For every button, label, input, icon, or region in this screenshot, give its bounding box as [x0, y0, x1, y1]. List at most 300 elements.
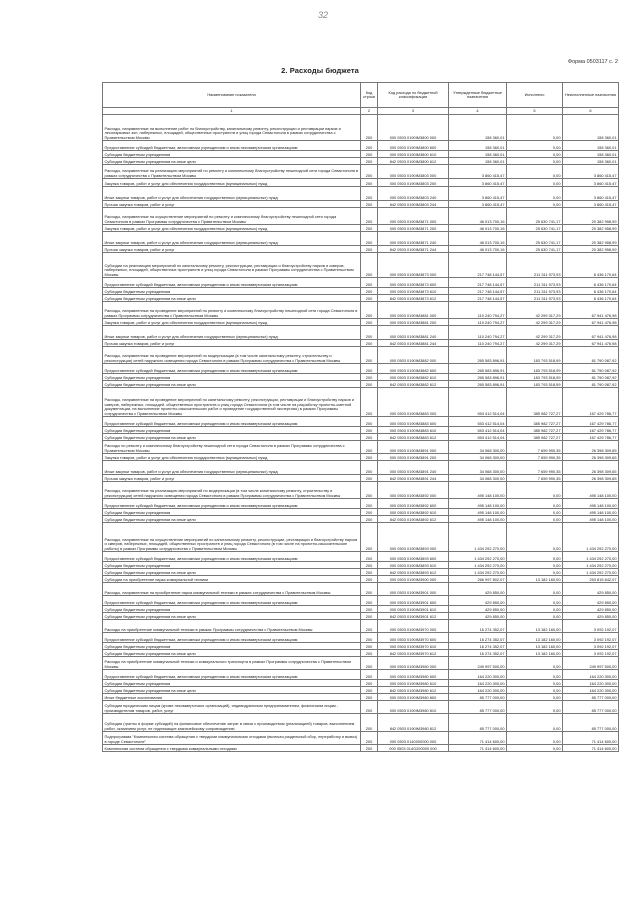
- row-budget-code: 000 0503 0190IM3803 000: [378, 165, 449, 179]
- row-executed-amount: 0,00: [507, 187, 563, 201]
- row-unexecuted-amount: 164 220 300,00: [563, 680, 619, 687]
- table-row: [103, 441, 619, 454]
- row-approved-amount: 158 360,01: [449, 158, 507, 165]
- table-row: [103, 201, 619, 208]
- row-line-code: 200: [361, 151, 378, 158]
- row-unexecuted-amount: 85 777 000,00: [563, 714, 619, 732]
- row-unexecuted-amount: 3 860 415,47: [563, 179, 619, 187]
- row-budget-code: 842 0503 0190IM3803 244: [378, 201, 449, 208]
- row-executed-amount: 0,00: [507, 701, 563, 714]
- row-unexecuted-amount: 167 429 786,77: [563, 434, 619, 441]
- table-row: [103, 714, 619, 732]
- row-executed-amount: 0,00: [507, 613, 563, 620]
- row-name: Закупка товаров, работ и услуг для обеспечения государственных (муниципальных) нужд: [103, 454, 361, 461]
- row-executed-amount: 183 793 518,99: [507, 347, 563, 364]
- row-name: Субсидии (гранты в форме субсидий) на финансовое обеспечение затрат в связи с производством (реализацией) товаров, выполнением работ, оказанием услуг, не подлежащие казначейскому сопровождению: [103, 714, 361, 732]
- row-unexecuted-amount: 249 997 500,00: [563, 657, 619, 670]
- row-executed-amount: 385 982 727,27: [507, 434, 563, 441]
- row-name: Прочая закупка товаров, работ и услуг: [103, 246, 361, 253]
- column-number: 5: [507, 108, 563, 115]
- row-unexecuted-amount: 26 398 309,65: [563, 441, 619, 454]
- table-body: [103, 115, 619, 752]
- row-unexecuted-amount: 20 382 958,99: [563, 208, 619, 225]
- row-budget-code: 842 0503 0190IM3892 612: [378, 516, 449, 523]
- row-unexecuted-amount: 158 360,01: [563, 158, 619, 165]
- row-unexecuted-amount: 20 382 958,99: [563, 246, 619, 253]
- table-row: [103, 499, 619, 509]
- row-executed-amount: 0,00: [507, 606, 563, 613]
- row-budget-code: 842 0503 0190IM3970 612: [378, 650, 449, 657]
- row-line-code: 200: [361, 562, 378, 569]
- row-name: Предоставление субсидий бюджетным, автономным учреждениям и иным некоммерческим организациям: [103, 364, 361, 374]
- row-line-code: 200: [361, 701, 378, 714]
- row-unexecuted-amount: 1 434 292 270,00: [563, 569, 619, 576]
- table-row: [103, 417, 619, 427]
- table-row: [103, 278, 619, 288]
- row-line-code: 200: [361, 225, 378, 232]
- row-approved-amount: 85 777 000,00: [449, 714, 507, 732]
- row-executed-amount: 0,00: [507, 151, 563, 158]
- row-unexecuted-amount: 71 414 600,00: [563, 732, 619, 745]
- row-line-code: 200: [361, 454, 378, 461]
- row-name: Предоставление субсидий бюджетным, автономным учреждениям и иным некоммерческим организациям: [103, 141, 361, 151]
- row-approved-amount: 1 434 292 270,00: [449, 523, 507, 552]
- row-unexecuted-amount: 1 434 292 270,00: [563, 562, 619, 569]
- table-row: [103, 643, 619, 650]
- row-approved-amount: 265 583 896,91: [449, 374, 507, 381]
- column-number: 2: [361, 108, 378, 115]
- row-unexecuted-amount: 26 398 309,65: [563, 461, 619, 475]
- row-executed-amount: 0,00: [507, 523, 563, 552]
- row-unexecuted-amount: 81 790 087,92: [563, 374, 619, 381]
- row-budget-code: 842 0503 0190IM3882 612: [378, 381, 449, 388]
- row-budget-code: 000 0503 0190IM3803 240: [378, 187, 449, 201]
- table-row: [103, 115, 619, 141]
- row-name: Предоставление субсидий бюджетным, автономным учреждениям и иным некоммерческим организациям: [103, 670, 361, 680]
- row-name: Субсидии бюджетным учреждениям: [103, 151, 361, 158]
- row-approved-amount: 553 412 514,04: [449, 434, 507, 441]
- row-executed-amount: 385 982 727,27: [507, 388, 563, 417]
- column-number-row: [103, 108, 619, 115]
- row-line-code: 200: [361, 278, 378, 288]
- row-approved-amount: 3 860 415,47: [449, 201, 507, 208]
- row-approved-amount: 217 748 144,57: [449, 253, 507, 278]
- row-approved-amount: 110 240 794,27: [449, 340, 507, 347]
- table-row: [103, 633, 619, 643]
- row-unexecuted-amount: 26 398 309,65: [563, 454, 619, 461]
- table-row: [103, 606, 619, 613]
- row-budget-code: 000 0503 0190IM3980 810: [378, 701, 449, 714]
- row-approved-amount: 553 412 514,04: [449, 417, 507, 427]
- row-unexecuted-amount: 1 434 292 270,00: [563, 552, 619, 562]
- row-approved-amount: 495 148 100,00: [449, 499, 507, 509]
- row-approved-amount: 429 850,00: [449, 596, 507, 606]
- row-budget-code: 000 0503 0190IM3873 600: [378, 278, 449, 288]
- row-executed-amount: 0,00: [507, 596, 563, 606]
- row-line-code: 200: [361, 569, 378, 576]
- row-line-code: 200: [361, 714, 378, 732]
- row-approved-amount: 217 748 144,57: [449, 288, 507, 295]
- row-unexecuted-amount: 429 850,00: [563, 606, 619, 613]
- row-name: Субсидии бюджетным учреждениям: [103, 288, 361, 295]
- row-name: Расходы на приобретение коммунальной техники в рамках Программы сотрудничества с Правительством Москвы: [103, 620, 361, 633]
- row-budget-code: 842 0503 0190IM3873 612: [378, 295, 449, 302]
- row-budget-code: 000 0503 0190IM3980 800: [378, 694, 449, 701]
- row-line-code: 200: [361, 347, 378, 364]
- table-row: [103, 364, 619, 374]
- row-approved-amount: 16 274 352,07: [449, 650, 507, 657]
- table-row: [103, 374, 619, 381]
- row-executed-amount: 211 311 973,93: [507, 278, 563, 288]
- row-executed-amount: 0,00: [507, 516, 563, 523]
- row-executed-amount: 25 630 741,17: [507, 232, 563, 246]
- row-executed-amount: 42 299 317,29: [507, 319, 563, 326]
- row-approved-amount: 1 434 292 270,00: [449, 552, 507, 562]
- row-executed-amount: 211 311 973,93: [507, 288, 563, 295]
- row-executed-amount: 0,00: [507, 583, 563, 596]
- row-budget-code: 000 0503 0190IM3800 000: [378, 115, 449, 141]
- row-name: Прочая закупка товаров, работ и услуг: [103, 475, 361, 482]
- table-row: [103, 340, 619, 347]
- row-executed-amount: 0,00: [507, 680, 563, 687]
- table-row: [103, 141, 619, 151]
- row-executed-amount: 0,00: [507, 179, 563, 187]
- row-name: Иные закупки товаров, работ и услуг для обеспечения государственных (муниципальных) нужд: [103, 326, 361, 340]
- row-line-code: 200: [361, 340, 378, 347]
- table-row: [103, 523, 619, 552]
- row-name: Расходы, направленные на реализацию мероприятий по ремонту и комплексному благоустройству пешеходной сети города Севастополя в рамках сотрудничества с Правительством Москвы: [103, 165, 361, 179]
- row-line-code: 200: [361, 657, 378, 670]
- row-unexecuted-amount: 158 360,01: [563, 115, 619, 141]
- row-name: Иные бюджетные ассигнования: [103, 694, 361, 701]
- row-budget-code: 000 0503 0190IM3901 000: [378, 583, 449, 596]
- row-unexecuted-amount: 429 850,00: [563, 596, 619, 606]
- row-budget-code: 000 0503 0190IM3881 000: [378, 302, 449, 319]
- row-budget-code: 000 0503 0190IM3871 200: [378, 225, 449, 232]
- row-executed-amount: 183 793 518,99: [507, 381, 563, 388]
- row-approved-amount: 429 850,00: [449, 613, 507, 620]
- row-line-code: 200: [361, 687, 378, 694]
- row-approved-amount: 265 583 896,91: [449, 381, 507, 388]
- row-unexecuted-amount: 85 777 000,00: [563, 694, 619, 701]
- header-executed: Исполнено: [507, 83, 563, 108]
- row-approved-amount: 495 148 100,00: [449, 509, 507, 516]
- row-approved-amount: 495 148 100,00: [449, 482, 507, 499]
- row-executed-amount: 0,00: [507, 165, 563, 179]
- row-executed-amount: 0,00: [507, 552, 563, 562]
- table-row: [103, 232, 619, 246]
- row-name: Иные закупки товаров, работ и услуг для обеспечения государственных (муниципальных) нужд: [103, 461, 361, 475]
- row-budget-code: 000 0503 0190IM3892 600: [378, 499, 449, 509]
- row-name: Субсидии бюджетным учреждениям: [103, 606, 361, 613]
- row-executed-amount: 0,00: [507, 482, 563, 499]
- table-row: [103, 288, 619, 295]
- row-line-code: 200: [361, 633, 378, 643]
- row-budget-code: 000 0503 0190IM3893 600: [378, 552, 449, 562]
- table-row: [103, 165, 619, 179]
- section-title: 2. Расходы бюджета: [281, 66, 359, 75]
- row-line-code: 200: [361, 208, 378, 225]
- row-name: Субсидии бюджетным учреждениям на иные цели: [103, 650, 361, 657]
- table-row: [103, 388, 619, 417]
- table-row: [103, 187, 619, 201]
- row-line-code: 200: [361, 475, 378, 482]
- row-unexecuted-amount: 6 436 170,64: [563, 253, 619, 278]
- row-name: Субсидии бюджетным учреждениям: [103, 562, 361, 569]
- table-row: [103, 620, 619, 633]
- row-line-code: 200: [361, 499, 378, 509]
- table-row: [103, 650, 619, 657]
- row-unexecuted-amount: 495 148 100,00: [563, 499, 619, 509]
- row-unexecuted-amount: 429 850,00: [563, 583, 619, 596]
- row-unexecuted-amount: 3 092 192,07: [563, 643, 619, 650]
- row-budget-code: 000 0503 0190IM3892 610: [378, 509, 449, 516]
- row-name: Субсидии бюджетным учреждениям: [103, 427, 361, 434]
- row-approved-amount: 266 997 802,07: [449, 576, 507, 583]
- row-budget-code: 842 0503 0190IM3980 612: [378, 687, 449, 694]
- row-name: Комплексная система обращения с твердыми коммунальными отходами: [103, 745, 361, 752]
- row-executed-amount: 7 659 990,35: [507, 454, 563, 461]
- row-executed-amount: 211 311 973,93: [507, 253, 563, 278]
- table-row: [103, 516, 619, 523]
- row-budget-code: 000 0503 0140000000 000: [378, 732, 449, 745]
- row-budget-code: 000 0503 0190IM3873 610: [378, 288, 449, 295]
- row-executed-amount: 0,00: [507, 687, 563, 694]
- row-line-code: 200: [361, 434, 378, 441]
- row-approved-amount: 495 148 100,00: [449, 516, 507, 523]
- row-approved-amount: 46 013 700,16: [449, 208, 507, 225]
- row-line-code: 200: [361, 596, 378, 606]
- table-row: [103, 657, 619, 670]
- row-unexecuted-amount: 429 850,00: [563, 613, 619, 620]
- row-executed-amount: 0,00: [507, 115, 563, 141]
- table-row: [103, 381, 619, 388]
- row-line-code: 200: [361, 417, 378, 427]
- row-budget-code: 000 0503 0190IM3883 600: [378, 417, 449, 427]
- row-line-code: 200: [361, 576, 378, 583]
- row-unexecuted-amount: 67 941 476,98: [563, 326, 619, 340]
- row-name: Предоставление субсидий бюджетным, автономным учреждениям и иным некоммерческим организациям: [103, 417, 361, 427]
- table-row: [103, 596, 619, 606]
- row-executed-amount: 7 659 990,35: [507, 475, 563, 482]
- row-approved-amount: 164 220 300,00: [449, 670, 507, 680]
- row-budget-code: 000 0503 0190IM3891 000: [378, 441, 449, 454]
- row-budget-code: 000 0503 0190IM3881 200: [378, 319, 449, 326]
- row-executed-amount: 13 182 160,00: [507, 620, 563, 633]
- row-executed-amount: 25 630 741,17: [507, 225, 563, 232]
- row-name: Субсидии на реализацию мероприятий по капитальному ремонту, реконструкции, реставрации и благоустройству парков и скверов, набережных, площадей, общественных пространств и улиц города Севастополя в рамках Программы сотрудничества с Правительством Москвы: [103, 253, 361, 278]
- row-name: Иные закупки товаров, работ и услуг для обеспечения государственных (муниципальных) нужд: [103, 187, 361, 201]
- row-executed-amount: 25 630 741,17: [507, 246, 563, 253]
- table-row: [103, 461, 619, 475]
- row-budget-code: 842 0503 0190IM3883 612: [378, 434, 449, 441]
- row-budget-code: 000 0503 0190IM3970 000: [378, 620, 449, 633]
- row-approved-amount: 71 414 600,00: [449, 732, 507, 745]
- row-line-code: 200: [361, 165, 378, 179]
- row-approved-amount: 553 412 514,04: [449, 388, 507, 417]
- row-line-code: 200: [361, 232, 378, 246]
- header-line-code: Код строки: [361, 83, 378, 108]
- row-name: Субсидии на приобретение парка коммунальной техники: [103, 576, 361, 583]
- row-name: Расходы на приобретение коммунальной техники и коммунального транспорта в рамках Программы сотрудничества с Правительством Москвы: [103, 657, 361, 670]
- table-row: [103, 475, 619, 482]
- row-name: Расходы, направленные на реализацию мероприятий по модернизации (в том числе капитальному ремонту, строительству и реконструкции) сетей наружного освещения города Севастополя в рамках Программы сотрудничества с Правительством Москвы: [103, 482, 361, 499]
- table-row: [103, 670, 619, 680]
- row-approved-amount: 217 748 144,57: [449, 295, 507, 302]
- row-approved-amount: 553 412 514,04: [449, 427, 507, 434]
- row-line-code: 200: [361, 319, 378, 326]
- row-approved-amount: 46 013 700,16: [449, 246, 507, 253]
- row-unexecuted-amount: 495 148 100,00: [563, 482, 619, 499]
- row-line-code: 200: [361, 158, 378, 165]
- expenses-table-wrapper: [102, 82, 618, 752]
- table-row: [103, 509, 619, 516]
- row-executed-amount: 183 793 518,99: [507, 364, 563, 374]
- row-line-code: 200: [361, 115, 378, 141]
- row-executed-amount: 0,00: [507, 745, 563, 752]
- row-line-code: 200: [361, 694, 378, 701]
- row-approved-amount: 34 068 300,00: [449, 441, 507, 454]
- row-budget-code: 000 0503 0190IM3873 000: [378, 253, 449, 278]
- row-executed-amount: 13 182 160,00: [507, 650, 563, 657]
- table-row: [103, 208, 619, 225]
- table-row: [103, 569, 619, 576]
- row-executed-amount: 13 182 160,00: [507, 643, 563, 650]
- table-row: [103, 482, 619, 499]
- row-budget-code: 842 0503 0190IM3881 244: [378, 340, 449, 347]
- row-budget-code: 000 0503 0190IM3893 610: [378, 562, 449, 569]
- table-row: [103, 295, 619, 302]
- row-name: Прочая закупка товаров, работ и услуг: [103, 201, 361, 208]
- row-name: Расходы, направленные на осуществление мероприятий по капитальному ремонту, реконструкции, реставрации и благоустройству парков и скверов, набережных, площадей, общественных пространств и улиц города Севастополя (в том числе на проектно-изыскательские работы) в рамках Программы сотрудничества с Правительством Москвы: [103, 523, 361, 552]
- row-line-code: 200: [361, 295, 378, 302]
- row-budget-code: 000 0503 0190IM3900 000: [378, 576, 449, 583]
- row-budget-code: 000 0503 0190IM3980 000: [378, 657, 449, 670]
- row-name: Предоставление субсидий бюджетным, автономным учреждениям и иным некоммерческим организациям: [103, 596, 361, 606]
- row-budget-code: 000 0503 0190IM3883 000: [378, 388, 449, 417]
- row-budget-code: 000 0503 0190IM3882 610: [378, 374, 449, 381]
- row-executed-amount: 0,00: [507, 657, 563, 670]
- row-name: Субсидии бюджетным учреждениям на иные цели: [103, 295, 361, 302]
- table-row: [103, 552, 619, 562]
- row-name: Прочая закупка товаров, работ и услуг: [103, 340, 361, 347]
- row-budget-code: 000 0503 0190IM3891 200: [378, 454, 449, 461]
- row-budget-code: 000 0503 0190IM3970 600: [378, 633, 449, 643]
- row-budget-code: 000 0503 0190IM3882 600: [378, 364, 449, 374]
- row-name: Расходы, направленные на выполнение работ по благоустройству, капитальному ремонту, реконструкции и реставрации парков и лесопарковых зон, набережных, площадей, общественных пространств и улиц города Севастополя в рамках сотрудничества с Правительством Москвы: [103, 115, 361, 141]
- table-row: [103, 701, 619, 714]
- row-line-code: 200: [361, 201, 378, 208]
- row-line-code: 200: [361, 461, 378, 475]
- table-row: [103, 158, 619, 165]
- table-row: [103, 347, 619, 364]
- row-unexecuted-amount: 67 941 476,98: [563, 319, 619, 326]
- row-executed-amount: 183 793 518,99: [507, 374, 563, 381]
- row-budget-code: 000 0503 0190IM3800 600: [378, 141, 449, 151]
- row-line-code: 200: [361, 179, 378, 187]
- row-line-code: 200: [361, 643, 378, 650]
- row-executed-amount: 0,00: [507, 569, 563, 576]
- table-row: [103, 583, 619, 596]
- row-budget-code: 842 0503 0190IM3980 812: [378, 714, 449, 732]
- row-line-code: 200: [361, 620, 378, 633]
- row-unexecuted-amount: 167 429 786,77: [563, 388, 619, 417]
- row-name: Субсидии бюджетным учреждениям: [103, 643, 361, 650]
- row-name: Субсидии бюджетным учреждениям на иные цели: [103, 158, 361, 165]
- row-executed-amount: 42 299 317,29: [507, 340, 563, 347]
- row-executed-amount: 42 299 317,29: [507, 326, 563, 340]
- row-budget-code: 000 0503 0190IM3980 610: [378, 680, 449, 687]
- row-budget-code: 000 0503 0190IM3883 610: [378, 427, 449, 434]
- row-budget-code: 000 0503 0190IM3970 610: [378, 643, 449, 650]
- row-budget-code: 000 0503 0190IM3800 610: [378, 151, 449, 158]
- row-approved-amount: 1 434 292 270,00: [449, 562, 507, 569]
- row-unexecuted-amount: 6 436 170,64: [563, 295, 619, 302]
- row-approved-amount: 158 360,01: [449, 115, 507, 141]
- row-name: Предоставление субсидий бюджетным, автономным учреждениям и иным некоммерческим организациям: [103, 552, 361, 562]
- row-approved-amount: 110 240 794,27: [449, 302, 507, 319]
- row-budget-code: 000 0503 0190IM3882 000: [378, 347, 449, 364]
- row-unexecuted-amount: 253 815 642,07: [563, 576, 619, 583]
- row-approved-amount: 34 068 300,00: [449, 454, 507, 461]
- row-budget-code: 842 0503 0190IM3893 612: [378, 569, 449, 576]
- row-name: Подпрограмма "Комплексная система обращения с твердыми коммунальными отходами (включая раздельный сбор, переработку и вывоз) в городе Севастополе": [103, 732, 361, 745]
- row-approved-amount: 164 220 300,00: [449, 687, 507, 694]
- column-number: 4: [449, 108, 507, 115]
- row-name: Расходы, направленные на проведение мероприятий по ремонту и комплексному благоустройству пешеходной сети города Севастополя в рамках Программы сотрудничества с Правительством Москвы: [103, 302, 361, 319]
- row-name: Закупка товаров, работ и услуг для обеспечения государственных (муниципальных) нужд: [103, 225, 361, 232]
- row-budget-code: 842 0503 0190IM3901 612: [378, 613, 449, 620]
- row-name: Субсидии бюджетным учреждениям на иные цели: [103, 687, 361, 694]
- row-approved-amount: 71 414 600,00: [449, 745, 507, 752]
- table-row: [103, 745, 619, 752]
- row-unexecuted-amount: 67 941 476,98: [563, 302, 619, 319]
- row-line-code: 200: [361, 670, 378, 680]
- table-row: [103, 151, 619, 158]
- row-line-code: 200: [361, 583, 378, 596]
- row-line-code: 200: [361, 427, 378, 434]
- row-unexecuted-amount: 1 434 292 270,00: [563, 523, 619, 552]
- row-unexecuted-amount: 158 360,01: [563, 141, 619, 151]
- row-name: Субсидии бюджетным учреждениям на иные цели: [103, 613, 361, 620]
- row-executed-amount: 13 182 160,00: [507, 633, 563, 643]
- table-row: [103, 454, 619, 461]
- row-approved-amount: 3 860 415,47: [449, 179, 507, 187]
- row-unexecuted-amount: 85 777 000,00: [563, 701, 619, 714]
- row-approved-amount: 16 274 352,07: [449, 643, 507, 650]
- row-budget-code: 000 0503 0190IM3893 000: [378, 523, 449, 552]
- row-line-code: 200: [361, 246, 378, 253]
- row-approved-amount: 85 777 000,00: [449, 701, 507, 714]
- row-budget-code: 000 0503 0190IM3980 600: [378, 670, 449, 680]
- row-executed-amount: 211 311 973,93: [507, 295, 563, 302]
- row-unexecuted-amount: 81 790 087,92: [563, 364, 619, 374]
- row-name: Субсидии бюджетным учреждениям на иные цели: [103, 381, 361, 388]
- row-line-code: 200: [361, 516, 378, 523]
- row-approved-amount: 110 240 794,27: [449, 326, 507, 340]
- table-row: [103, 326, 619, 340]
- row-line-code: 200: [361, 745, 378, 752]
- row-approved-amount: 16 274 352,07: [449, 633, 507, 643]
- row-name: Субсидии бюджетным учреждениям: [103, 509, 361, 516]
- row-name: Расходы, направленные на приобретение парка коммунальной техники в рамках сотрудничества с Правительством Москвы: [103, 583, 361, 596]
- row-unexecuted-amount: 167 429 786,77: [563, 417, 619, 427]
- row-approved-amount: 34 068 300,00: [449, 475, 507, 482]
- row-executed-amount: 0,00: [507, 714, 563, 732]
- row-line-code: 200: [361, 606, 378, 613]
- page-number-mark: 32: [318, 10, 329, 20]
- row-line-code: 200: [361, 680, 378, 687]
